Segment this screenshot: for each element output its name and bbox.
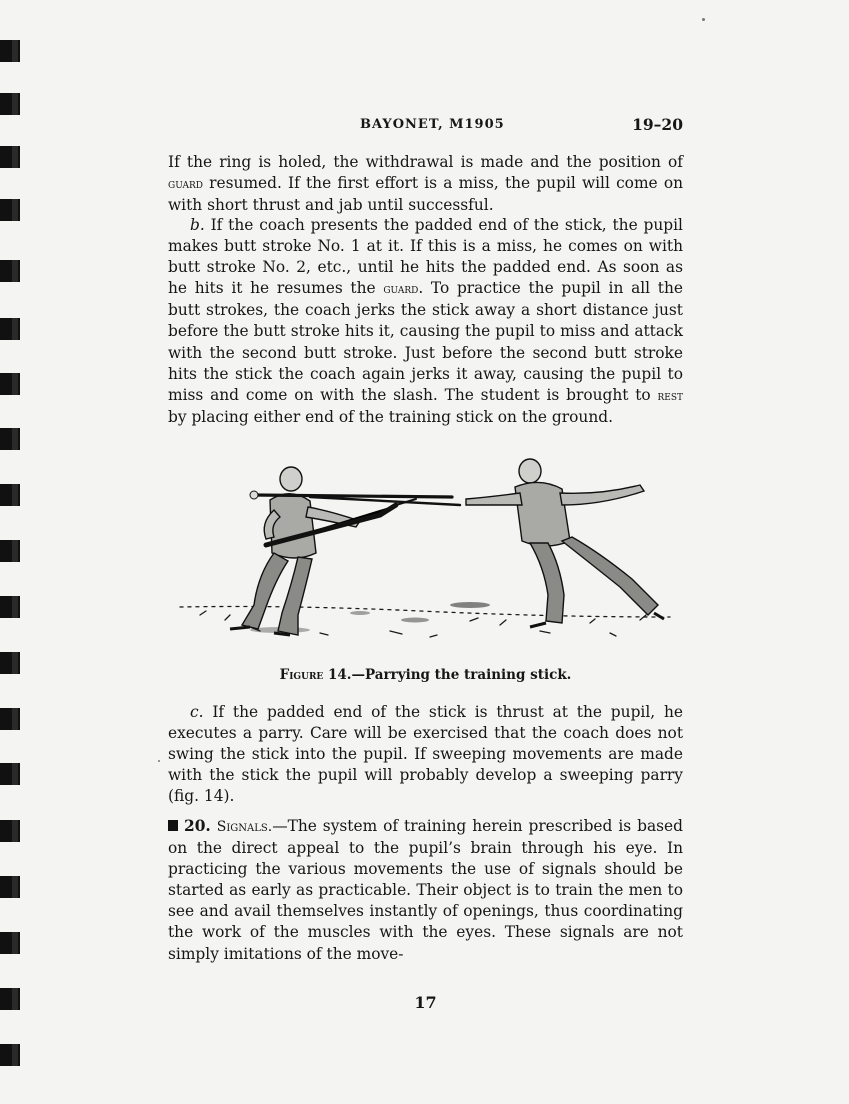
paragraph-label: c. bbox=[190, 703, 204, 721]
paragraph-b: b. If the coach presents the padded end of the stick, the pupil makes butt stroke No. 1 at it. If this is a miss, he comes on with butt stroke No. 2, etc., until he hits the padded end. As soon as he hits it he resumes the guard. To practice the pupil in all the butt strokes, the coach jerks the stick away a short distance just before the butt stroke hits it, causing the pupil to miss and attack with the second butt stroke. Just before the second butt stroke hits the stick the coach again jerks it away, causing the pupil to miss and come on with the slash. The student is brought to rest by placing either end of the training stick on the ground. bbox=[168, 216, 683, 426]
paragraph-label: b. bbox=[190, 216, 205, 234]
paper-speck bbox=[158, 760, 160, 762]
page-number: 17 bbox=[414, 993, 437, 1012]
small-caps-term: rest bbox=[657, 388, 683, 404]
section-number: 20. bbox=[184, 817, 211, 835]
small-caps-term: guard bbox=[168, 177, 203, 193]
section-marker-icon bbox=[168, 820, 178, 831]
paragraph-c: c. If the padded end of the stick is thrust at the pupil, he executes a parry. Care will be exercised that the coach does not swing the stick into the pupil. If sweeping movements are made with the stick the pupil will probably develop a sweeping parry (fig. 14). bbox=[168, 703, 683, 806]
section-heading: Signals. bbox=[216, 819, 273, 835]
paragraph-a: If the ring is holed, the withdrawal is made and the position of guard resumed. If the first effort is a miss, the pupil will come on with short thrust and jab until successful. bbox=[168, 153, 683, 215]
caption-text: —Parrying the training stick. bbox=[351, 667, 572, 683]
page-header bbox=[168, 115, 683, 137]
figure-caption bbox=[168, 667, 683, 683]
paper-speck bbox=[702, 18, 705, 21]
figure-14-illustration bbox=[170, 455, 680, 665]
section-20: 20. Signals.—The system of training herein prescribed is based on the direct appeal to the pupil’s brain through his eye. In practicing the various movements the use of signals should be started as early as practicable. Their object is to train the men to see and avail themselves instantly of openings, thus coordinating the work of the muscles with the eyes. These signals are not simply imitations of the move- bbox=[168, 817, 683, 963]
running-head: BAYONET, M1905 bbox=[360, 117, 505, 132]
caption-label: Figure 14. bbox=[279, 667, 352, 683]
small-caps-term: guard bbox=[383, 282, 419, 298]
page-range: 19–20 bbox=[632, 115, 683, 134]
spiral-binding bbox=[0, 0, 28, 1104]
